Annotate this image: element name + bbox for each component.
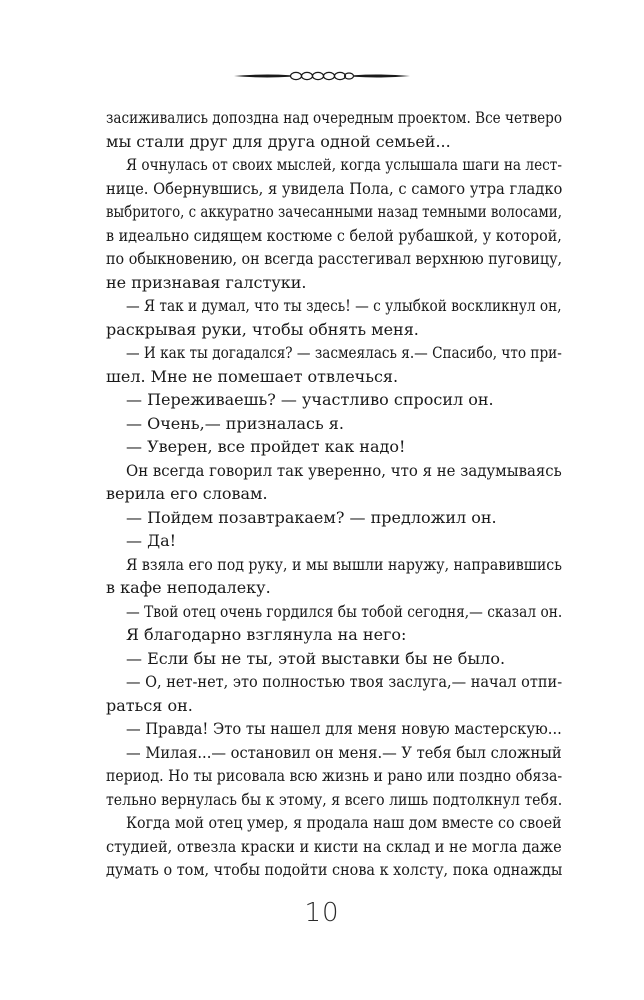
text-line: Я взяла его под руку, и мы вышли наружу, направившись	[126, 554, 562, 574]
text-line: в кафе неподалеку.	[106, 578, 271, 597]
text-line: раскрывая руки, чтобы обнять меня.	[106, 319, 419, 339]
text-line: по обыкновению, он всегда расстегивал верхнюю пуговицу,	[106, 249, 563, 268]
text-line: — Переживаешь? — участливо спросил он.	[126, 390, 494, 409]
text-line: раться он.	[106, 695, 193, 715]
text-line: — Правда! Это ты нашел для меня новую мастерскую...	[126, 719, 562, 738]
text-line: — Пойдем позавтракаем? — предложил он.	[126, 507, 497, 527]
text-line: — Милая...— остановил он меня.— У тебя был сложный	[126, 742, 562, 762]
text-line: Я благодарно взглянула на него:	[126, 625, 407, 644]
text-line: — Твой отец очень гордился бы тобой сегодня,— сказал он.	[126, 601, 563, 621]
text-line: не признавая галстуки.	[106, 272, 307, 292]
text-line: Я очнулась от своих мыслей, когда услышала шаги на лест-	[126, 155, 562, 174]
text-line: думать о том, чтобы подойти снова к холсту, пока однажды	[106, 860, 563, 879]
text-line: — Уверен, все пройдет как надо!	[126, 437, 406, 456]
text-line: — Да!	[126, 531, 177, 550]
header-ornament	[0, 64, 644, 88]
page-number: 10	[304, 898, 340, 928]
text-line: мы стали друг для друга одной семьей...	[106, 131, 451, 151]
text-line: — Очень,— призналась я.	[126, 413, 344, 433]
text-line: период. Но ты рисовала всю жизнь и рано или поздно обяза-	[106, 766, 563, 785]
text-line: выбритого, с аккуратно зачесанными назад темными волосами,	[106, 202, 562, 221]
text-line: — И как ты догадался? — засмеялась я.— Спасибо, что при-	[126, 343, 562, 362]
text-line: — О, нет-нет, это полностью твоя заслуга,— начал отпи-	[126, 672, 563, 691]
text-line: верила его словам.	[106, 484, 268, 503]
flourish-ornament-icon	[232, 66, 412, 86]
text-line: шел. Мне не помешает отвлечься.	[106, 366, 399, 386]
text-line: Когда мой отец умер, я продала наш дом вместе со своей	[126, 813, 562, 832]
text-line: тельно вернулась бы к этому, я всего лишь подтолкнул тебя.	[106, 789, 563, 809]
text-line: Он всегда говорил так уверенно, что я не задумываясь	[126, 460, 562, 480]
text-line: в идеально сидящем костюме с белой рубашкой, у которой,	[106, 225, 562, 245]
text-line: — Я так и думал, что ты здесь! — с улыбкой воскликнул он,	[126, 296, 562, 315]
text-line: засиживались допоздна над очередным проектом. Все четверо	[106, 108, 562, 127]
text-line: студией, отвезла краски и кисти на склад и не могла даже	[106, 836, 562, 856]
text-line: — Если бы не ты, этой выставки бы не было.	[126, 648, 506, 668]
text-line: нице. Обернувшись, я увидела Пола, с самого утра гладко	[106, 178, 563, 198]
